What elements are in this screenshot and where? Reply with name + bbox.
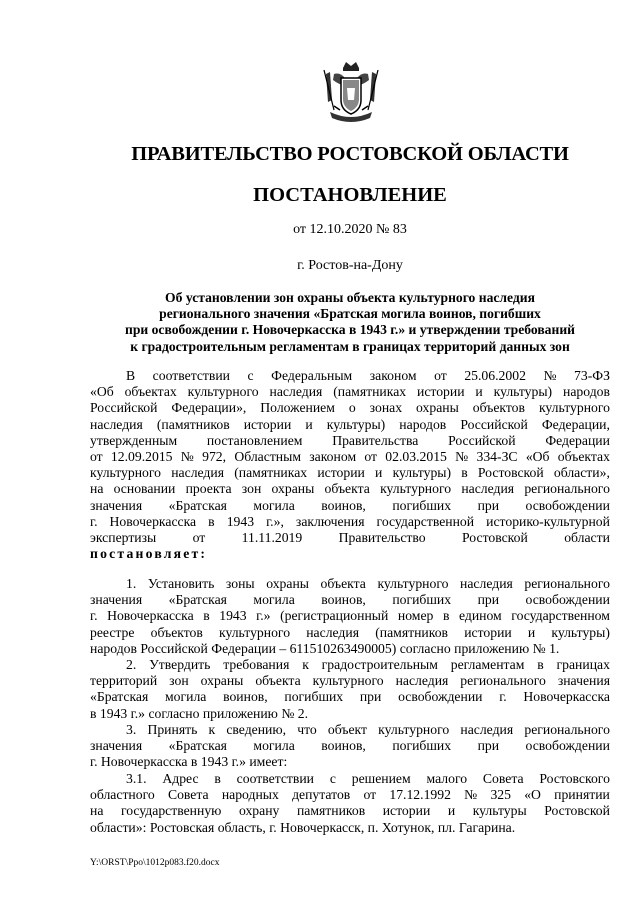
decree-item-2 — [90, 657, 610, 722]
item-line: 1. Установить зоны охраны объекта культурного наследия регионального — [126, 576, 610, 591]
item-line: на государственную охрану памятников истории и культуры Ростовской — [90, 803, 610, 819]
subject-line: Об установлении зон охраны объекта культурного наследия — [165, 290, 535, 305]
item-line: 3.1. Адрес в соответствии с решением малого Совета Ростовского — [126, 771, 610, 786]
item-line: в 1943 г.» согласно приложению № 2. — [90, 705, 309, 721]
preamble-line: на основании проекта зон охраны объекта культурного наследия регионального — [90, 481, 610, 497]
preamble-line: «Об объектах культурного наследия (памятниках истории и культуры) народов — [90, 384, 610, 400]
preamble-line: утвержденным постановлением Правительства Российской Федерации — [90, 432, 610, 448]
decree-word: постановляет: — [90, 546, 208, 562]
preamble-line: от 12.09.2015 № 972, Областным законом от 02.03.2015 № 334-ЗС «Об объектах — [90, 449, 610, 465]
government-title: ПРАВИТЕЛЬСТВО РОСТОВСКОЙ ОБЛАСТИ — [131, 143, 569, 165]
item-line: 3. Принять к сведению, что объект культурного наследия регионального — [126, 722, 610, 737]
preamble-line: культурного наследия (памятниках истории и культуры) в Ростовской области», — [90, 465, 610, 481]
document-city: г. Ростов-на-Дону — [297, 258, 403, 273]
document-type: ПОСТАНОВЛЕНИЕ — [253, 184, 447, 206]
item-line: 2. Утвердить требования к градостроительным регламентам в границах — [126, 657, 610, 672]
subject-line: при освобождении г. Новочеркасска в 1943 г.» и утверждении требований — [125, 322, 575, 338]
item-line: значения «Братская могила воинов, погибших при освобождении — [90, 738, 610, 754]
decree-item-1 — [90, 576, 610, 657]
decree-item-3-1 — [90, 771, 610, 836]
subject-line: к градостроительным регламентам в границах территорий данных зон — [130, 338, 570, 354]
document-subject — [90, 290, 610, 355]
item-line: областного Совета народных депутатов от 17.12.1992 № 325 «О принятии — [90, 787, 610, 803]
preamble-line: наследия (памятников истории и культуры) народов Российской Федерации, — [90, 416, 610, 432]
item-line: г. Новочеркасска в 1943 г.» имеет: — [90, 754, 288, 770]
item-line: значения «Братская могила воинов, погибших при освобождении — [90, 592, 610, 608]
coat-of-arms-icon — [318, 60, 384, 126]
item-line: области»: Ростовская область, г. Новочеркасск, п. Хотунок, пл. Гагарина. — [90, 819, 516, 835]
preamble-line: В соответствии с Федеральным законом от 25.06.2002 № 73-ФЗ — [126, 368, 610, 383]
preamble-line: г. Новочеркасска в 1943 г.», заключения государственной историко-культурной — [90, 513, 610, 529]
item-line: народов Российской Федерации – 611510263490005) согласно приложению № 1. — [90, 640, 560, 656]
subject-line: регионального значения «Братская могила воинов, погибших — [159, 306, 541, 322]
preamble-line: Российской Федерации», Положением о зонах охраны объектов культурного — [90, 400, 610, 416]
preamble — [90, 368, 610, 562]
item-line: реестре объектов культурного наследия (памятников истории и культуры) — [90, 624, 610, 640]
document-date-number: от 12.10.2020 № 83 — [293, 222, 407, 237]
item-line: территорий зон охраны объекта культурного наследия регионального значения — [90, 673, 610, 689]
preamble-line: значения «Братская могила воинов, погибших при освобождении — [90, 497, 610, 513]
item-line: «Братская могила воинов, погибших при освобождении г. Новочеркасска — [90, 689, 610, 705]
item-line: г. Новочеркасска в 1943 г.» (регистрационный номер в едином государственном — [90, 608, 610, 624]
file-path-footer: Y:\ORST\Ppo\1012p083.f20.docx — [90, 858, 220, 868]
decree-item-3 — [90, 722, 610, 771]
preamble-line: экспертизы от 11.11.2019 Правительство Ростовской области — [90, 530, 610, 546]
